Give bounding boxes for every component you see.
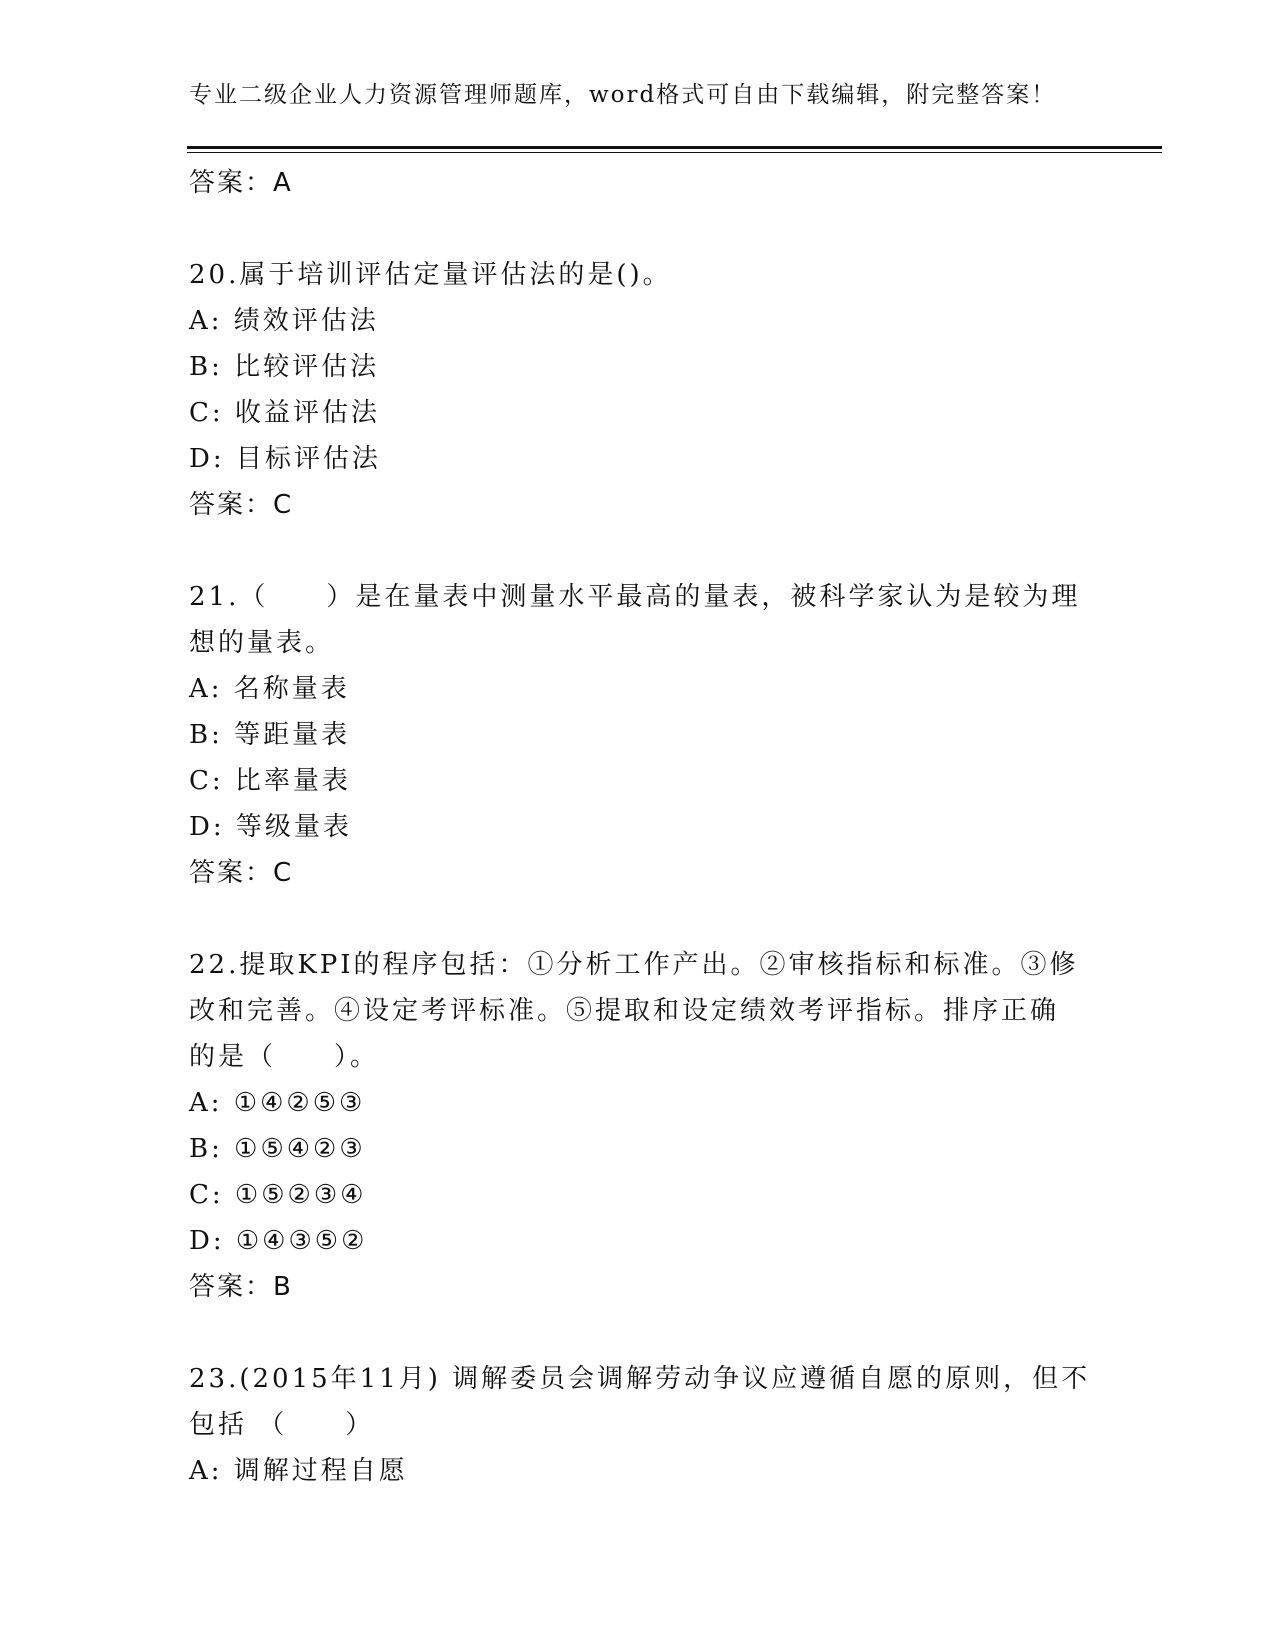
option-c: C: ①⑤②③④ xyxy=(189,1180,367,1210)
answer-line: 答案：A xyxy=(189,168,293,198)
question-stem-continued: 改和完善。④设定考评标准。⑤提取和设定绩效考评指标。排序正确 xyxy=(189,996,1060,1026)
option-a: A: 绩效评估法 xyxy=(189,306,379,336)
option-d: D: 等级量表 xyxy=(189,812,352,842)
question-stem-continued: 包括 （ ） xyxy=(189,1410,375,1440)
header-rule-thick xyxy=(187,146,1162,149)
question-22 xyxy=(189,942,1089,1310)
spacer xyxy=(189,528,1089,574)
option-a: A: 名称量表 xyxy=(189,674,350,704)
option-c: C: 收益评估法 xyxy=(189,398,380,428)
option-d: D: ①④③⑤② xyxy=(189,1226,368,1256)
option-a: A: ①④②⑤③ xyxy=(189,1088,366,1118)
page-header-text: 专业二级企业人力资源管理师题库，word格式可自由下载编辑，附完整答案！ xyxy=(189,82,1057,108)
question-23 xyxy=(189,1356,1089,1494)
spacer xyxy=(189,206,1089,252)
answer-line: 答案：C xyxy=(189,490,294,520)
question-20 xyxy=(189,252,1089,528)
option-d: D: 目标评估法 xyxy=(189,444,381,474)
option-a: A: 调解过程自愿 xyxy=(189,1456,408,1486)
question-stem: 22.提取KPI的程序包括：①分析工作产出。②审核指标和标准。③修 xyxy=(189,950,1079,980)
question-21 xyxy=(189,574,1089,896)
document-body xyxy=(189,160,1089,1494)
question-stem-continued: 想的量表。 xyxy=(189,628,335,658)
answer-line: 答案：C xyxy=(189,858,294,888)
option-c: C: 比率量表 xyxy=(189,766,351,796)
question-stem: 20.属于培训评估定量评估法的是()。 xyxy=(189,260,672,290)
spacer xyxy=(189,1310,1089,1356)
question-stem: 23.(2015年11月) 调解委员会调解劳动争议应遵循自愿的原则，但不 xyxy=(189,1364,1091,1394)
question-stem: 21.（ ）是在量表中测量水平最高的量表，被科学家认为是较为理 xyxy=(189,582,1081,612)
answer-line: 答案：B xyxy=(189,1272,293,1302)
option-b: B: 等距量表 xyxy=(189,720,351,750)
option-b: B: ①⑤④②③ xyxy=(189,1134,366,1164)
option-b: B: 比较评估法 xyxy=(189,352,380,382)
header-rule-thin xyxy=(187,152,1162,153)
question-stem-continued: 的是（ ）。 xyxy=(189,1042,380,1072)
spacer xyxy=(189,896,1089,942)
